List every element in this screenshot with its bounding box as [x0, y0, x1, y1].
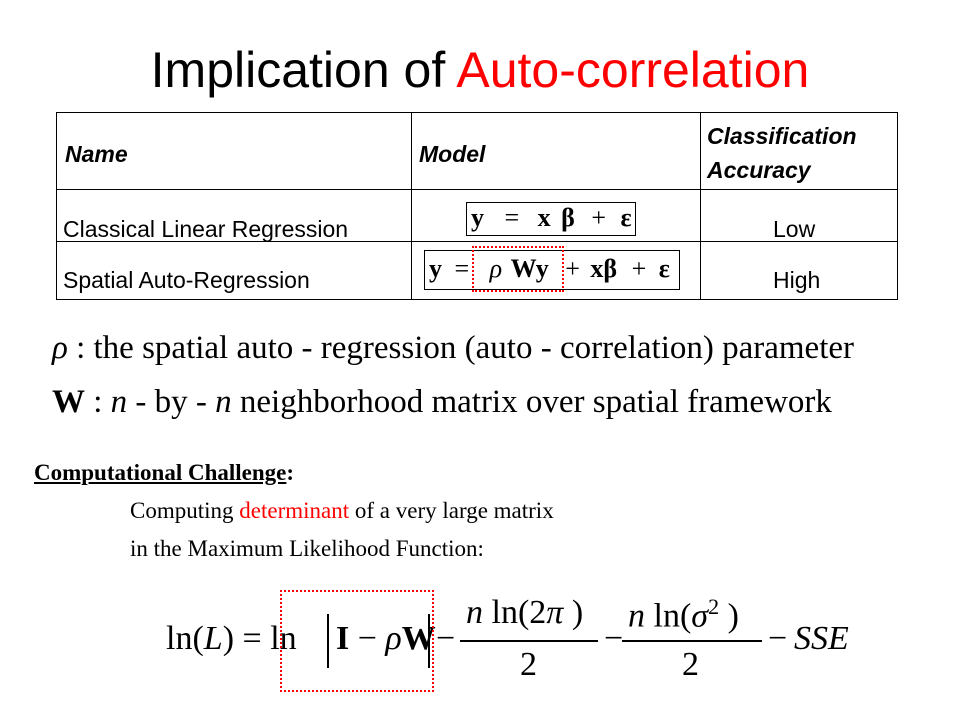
slide-title	[0, 40, 960, 100]
minus: −	[604, 620, 624, 657]
w-text: neighborhood matrix over spatial framework	[231, 384, 832, 420]
formula-lhs	[166, 620, 297, 658]
ln-text: ln(	[166, 620, 204, 657]
exponent: 2	[708, 594, 720, 619]
title-part1: Implication of	[150, 42, 457, 98]
eq-symbol: +	[591, 203, 607, 232]
header-accuracy-line2: Accuracy	[707, 157, 811, 183]
eq-symbol: ε	[620, 203, 632, 232]
eq-symbol: ρ	[489, 254, 503, 283]
challenge-text: of a very large matrix	[349, 498, 554, 523]
eq-symbol: +	[631, 254, 647, 283]
fraction-1-denominator: 2	[520, 646, 537, 683]
row-name: Spatial Auto-Regression	[63, 267, 310, 293]
n-symbol: n	[215, 384, 232, 420]
likelihood-formula	[160, 596, 880, 696]
challenge-heading	[34, 458, 294, 488]
challenge-line-2: in the Maximum Likelihood Function:	[130, 536, 484, 561]
close-paren: )	[719, 597, 739, 635]
L-symbol: L	[203, 620, 223, 657]
row-accuracy: Low	[773, 216, 816, 242]
challenge-heading-text: Computational Challenge	[34, 460, 287, 485]
close-paren: )	[563, 594, 584, 631]
eq-symbol: Wy	[510, 254, 549, 283]
determinant-highlight-box	[280, 590, 434, 692]
minus: −	[436, 620, 456, 657]
challenge-line-1	[130, 496, 554, 526]
by-text: - by -	[127, 384, 216, 420]
header-accuracy-line1: Classification	[707, 123, 857, 149]
rho-symbol: ρ	[52, 330, 68, 366]
row-name: Classical Linear Regression	[63, 216, 349, 242]
n-symbol: n	[466, 594, 483, 631]
sse-term: SSE	[794, 620, 849, 657]
challenge-text: Computing	[130, 498, 240, 523]
title-accent: Auto-correlation	[456, 42, 810, 98]
table-divider	[700, 113, 701, 299]
equals-ln: ) = ln	[222, 620, 297, 657]
minus: −	[349, 620, 386, 657]
fraction-2-numerator	[628, 594, 739, 635]
fraction-1-numerator	[466, 594, 583, 632]
fraction-2-bar	[622, 640, 762, 642]
w-separator: :	[85, 384, 111, 420]
I-symbol: I	[336, 620, 350, 657]
n-symbol: n	[110, 384, 128, 420]
rho-definition	[52, 328, 854, 368]
table-divider	[57, 189, 897, 190]
eq-symbol: xβ	[590, 254, 618, 283]
eq-symbol: +	[565, 254, 580, 283]
header-model: Model	[419, 141, 486, 167]
eq-symbol: =	[454, 254, 470, 283]
table-divider	[411, 113, 412, 299]
linear-regression-equation	[466, 202, 636, 236]
eq-symbol: β	[561, 203, 575, 232]
ln-text: ln(2	[483, 594, 547, 631]
eq-symbol: ε	[658, 254, 670, 283]
w-symbol: W	[52, 384, 85, 420]
determinant-highlight: determinant	[239, 498, 350, 523]
ln-text: ln(	[645, 597, 692, 635]
eq-symbol: y	[429, 254, 442, 283]
sigma-symbol: σ	[691, 597, 709, 635]
W-symbol: W	[401, 620, 436, 657]
minus: −	[768, 620, 788, 657]
challenge-colon: :	[286, 460, 295, 485]
w-definition	[52, 382, 832, 422]
eq-symbol: =	[504, 203, 520, 232]
n-symbol: n	[628, 597, 645, 635]
fraction-2-denominator: 2	[682, 646, 699, 683]
eq-symbol: y	[471, 203, 484, 232]
pi-symbol: π	[546, 594, 564, 631]
highlight-box	[472, 246, 564, 292]
rho-text: : the spatial auto - regression (auto - correlation) parameter	[67, 330, 855, 366]
header-name: Name	[65, 141, 128, 167]
row-accuracy: High	[773, 267, 821, 293]
fraction-1-bar	[460, 640, 598, 642]
eq-symbol: x	[537, 203, 551, 232]
rho-symbol: ρ	[385, 620, 402, 657]
